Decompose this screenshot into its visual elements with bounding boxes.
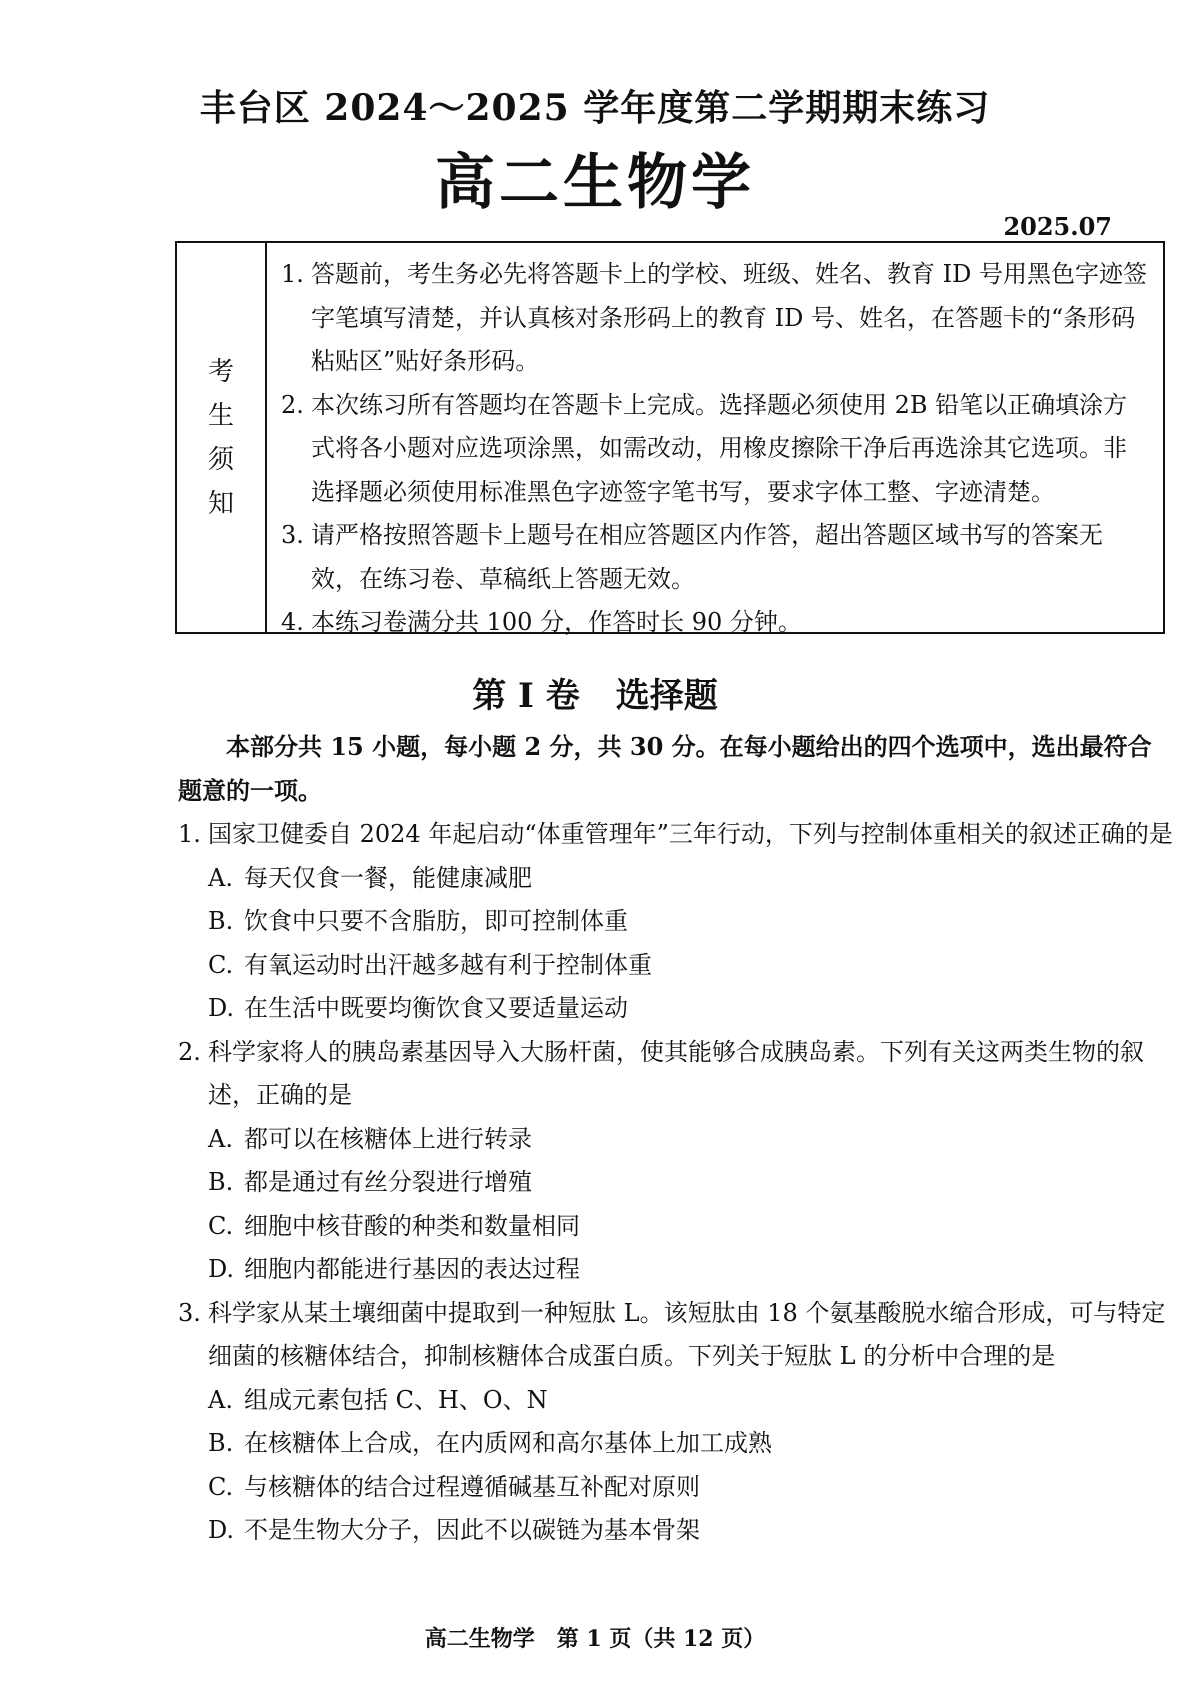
option-text: 与核糖体的结合过程遵循碱基互补配对原则 — [244, 1472, 700, 1501]
option-text: 都是通过有丝分裂进行增殖 — [244, 1168, 532, 1196]
option — [178, 1248, 1173, 1292]
notice-item — [281, 601, 1147, 645]
option-text: 每天仅食一餐，能健康减肥 — [244, 863, 532, 892]
option-label: D. — [208, 1516, 235, 1544]
option — [178, 1466, 1173, 1510]
section-instructions: 本部分共 15 小题，每小题 2 分，共 30 分。在每小题给出的四个选项中，选出最符合题意的一项。 — [178, 732, 1152, 805]
option — [178, 900, 1173, 944]
notice-item-number: 3. — [281, 521, 304, 549]
question-number: 1. — [178, 820, 201, 848]
option-label: B. — [208, 907, 234, 935]
notice-label-char: 生 — [207, 400, 234, 431]
option-text: 细胞中核苷酸的种类和数量相同 — [244, 1211, 580, 1240]
notice-label-char: 须 — [207, 444, 234, 475]
notice-item-text: 请严格按照答题卡上题号在相应答题区内作答，超出答题区域书写的答案无效，在练习卷、草稿纸上答题无效。 — [311, 521, 1103, 593]
option-label: C. — [208, 1211, 234, 1240]
question-1 — [178, 813, 1173, 857]
option-text: 细胞内都能进行基因的表达过程 — [244, 1255, 580, 1283]
notice-item-text: 答题前，考生务必先将答题卡上的学校、班级、姓名、教育 ID 号用黑色字迹签字笔填写清楚，并认真核对条形码上的教育 ID 号、姓名，在答题卡的“条形码粘贴区”贴好条形码。 — [311, 260, 1147, 375]
option-label: B. — [208, 1168, 234, 1196]
question-list — [178, 813, 1173, 1553]
notice-item-number: 2. — [281, 390, 304, 419]
notice-item — [281, 253, 1147, 384]
exam-date: 2025.07 — [1003, 212, 1112, 241]
option — [178, 857, 1173, 901]
option-text: 都可以在核糖体上进行转录 — [244, 1124, 532, 1153]
option-text: 饮食中只要不含脂肪，即可控制体重 — [244, 907, 628, 935]
question-stem: 科学家从某土壤细菌中提取到一种短肽 L。该短肽由 18 个氨基酸脱水缩合形成，可与特定细菌的核糖体结合，抑制核糖体合成蛋白质。下列关于短肽 L 的分析中合理的是 — [208, 1298, 1166, 1370]
option — [178, 987, 1173, 1031]
notice-item-text: 本练习卷满分共 100 分，作答时长 90 分钟。 — [311, 608, 802, 636]
option — [178, 1205, 1173, 1249]
section-heading — [0, 668, 1190, 717]
question-2 — [178, 1031, 1173, 1118]
notice-label-char: 知 — [207, 488, 234, 519]
option — [178, 1161, 1173, 1205]
option — [178, 1509, 1173, 1553]
question-number: 2. — [178, 1037, 201, 1066]
candidate-notice-box — [175, 241, 1165, 634]
page-footer: 高二生物学 第 1 页（共 12 页） — [424, 1626, 766, 1652]
notice-item-number: 1. — [281, 260, 304, 288]
notice-item — [281, 514, 1147, 601]
question-number: 3. — [178, 1298, 201, 1327]
option-label: D. — [208, 1255, 235, 1283]
notice-item-text: 本次练习所有答题均在答题卡上完成。选择题必须使用 2B 铅笔以正确填涂方式将各小题对应选项涂黑，如需改动，用橡皮擦除干净后再选涂其它选项。非选择题必须使用标准黑色字迹签字笔书写，要求字体工整、字迹清楚。 — [311, 390, 1128, 506]
section-name: 选择题 — [615, 676, 718, 716]
question-3 — [178, 1292, 1173, 1379]
notice-label-char: 考 — [207, 356, 234, 387]
question-stem: 国家卫健委自 2024 年起启动“体重管理年”三年行动，下列与控制体重相关的叙述正确的是 — [208, 820, 1173, 848]
option-label: A. — [208, 863, 233, 892]
option — [178, 944, 1173, 988]
notice-label — [177, 243, 267, 632]
option-text: 不是生物大分子，因此不以碳链为基本骨架 — [244, 1516, 700, 1544]
question-stem: 科学家将人的胰岛素基因导入大肠杆菌，使其能够合成胰岛素。下列有关这两类生物的叙述，正确的是 — [208, 1037, 1144, 1109]
notice-items — [267, 243, 1163, 636]
option-text: 有氧运动时出汗越多越有利于控制体重 — [244, 950, 652, 979]
option-text: 在核糖体上合成，在内质网和高尔基体上加工成熟 — [244, 1429, 772, 1457]
subject-title: 高二生物学 — [435, 148, 755, 218]
exam-title: 丰台区 2024～2025 学年度第二学期期末练习 — [199, 87, 991, 129]
option-label: C. — [208, 950, 234, 979]
option-label: B. — [208, 1429, 234, 1457]
option-text: 组成元素包括 C、H、O、N — [244, 1385, 548, 1414]
option-label: A. — [208, 1124, 233, 1153]
option — [178, 1379, 1173, 1423]
section-part: 第 I 卷 — [472, 676, 580, 716]
option-text: 在生活中既要均衡饮食又要适量运动 — [244, 994, 628, 1022]
option-label: C. — [208, 1472, 234, 1501]
notice-item — [281, 384, 1147, 515]
notice-item-number: 4. — [281, 608, 304, 636]
option-label: A. — [208, 1385, 233, 1414]
option — [178, 1422, 1173, 1466]
option — [178, 1118, 1173, 1162]
option-label: D. — [208, 994, 235, 1022]
